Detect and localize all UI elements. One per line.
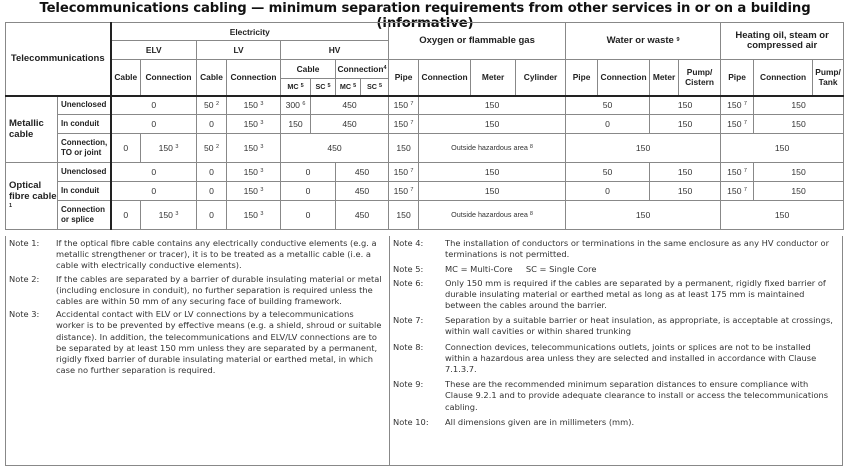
header-ox-connection: Connection <box>419 60 471 96</box>
header-w-pipe: Pipe <box>566 60 598 96</box>
header-w-connection: Connection <box>598 60 650 96</box>
header-ox-meter: Meter <box>471 60 516 96</box>
cell-h-rest: 150 <box>754 182 844 201</box>
header-elv-connection: Connection <box>141 60 197 96</box>
table-row <box>6 182 844 201</box>
header-hv-cable: Cable <box>281 60 336 79</box>
cell-ox-rest: 150 <box>419 96 566 115</box>
cell-h-rest: 150 <box>754 115 844 134</box>
cell-h-pipe: 150 $^7$ <box>721 115 754 134</box>
cell-h-rest: 150 <box>754 96 844 115</box>
header-w-meter: Meter <box>650 60 679 96</box>
separation-table <box>5 22 844 230</box>
cell-hv-cable: 0 <box>281 163 336 182</box>
cell-h-pipe: 150 $^7$ <box>721 96 754 115</box>
cell-w-pipe-conn: 50 <box>566 163 650 182</box>
cell-w-pipe-conn: 50 <box>566 96 650 115</box>
cell-elv-connection: 150 $^3$ <box>141 134 197 163</box>
cell-ox-pipe: 150 <box>389 134 419 163</box>
cell-elv: 0 <box>111 163 197 182</box>
header-hv-cable-sc: SC $^5$ <box>311 79 336 96</box>
cell-heating: 150 <box>721 201 844 230</box>
cell-lv-cable: 0 <box>197 163 227 182</box>
notes-left-column <box>6 236 390 465</box>
header-ox-pipe: Pipe <box>389 60 419 96</box>
cell-ox-pipe: 150 $^7$ <box>389 96 419 115</box>
cell-ox-rest: Outside hazardous area $^8$ <box>419 134 566 163</box>
cell-hv-rest: 450 <box>311 115 389 134</box>
table-row <box>6 115 844 134</box>
cell-water: 150 <box>566 134 721 163</box>
cell-lv-connection: 150 $^3$ <box>227 201 281 230</box>
cell-w-meter-pump: 150 <box>650 96 721 115</box>
row-label: Unenclosed <box>58 96 111 115</box>
header-heating: Heating oil, steam or compressed air <box>721 23 844 60</box>
cell-w-meter-pump: 150 <box>650 163 721 182</box>
group-metallic-cable: Metallic cable <box>6 96 58 163</box>
cell-water: 150 <box>566 201 721 230</box>
cell-h-rest: 150 <box>754 163 844 182</box>
cell-w-meter-pump: 150 <box>650 115 721 134</box>
header-hv-cable-mc: MC $^5$ <box>281 79 311 96</box>
header-w-pump-cistern: Pump/ Cistern <box>679 60 721 96</box>
cell-lv-connection: 150 $^3$ <box>227 115 281 134</box>
cell-hv-mc: 150 <box>281 115 311 134</box>
header-hv-connection: Connection$^4$ <box>336 60 389 79</box>
cell-w-pipe-conn: 0 <box>566 115 650 134</box>
cell-hv-rest: 450 <box>311 96 389 115</box>
cell-elv-cable: 0 <box>111 201 141 230</box>
header-elv: ELV <box>111 41 197 60</box>
header-telecommunications: Telecommunications <box>6 23 111 96</box>
cell-ox-rest: 150 <box>419 115 566 134</box>
cell-elv-cable: 0 <box>111 134 141 163</box>
header-lv-connection: Connection <box>227 60 281 96</box>
note-7: Note 7: Separation by a suitable barrier or heat insulation, as appropriate, is acceptable at crossings, within wall cavities or within shared trunking <box>393 315 833 337</box>
table-row <box>6 96 844 115</box>
cell-hv-mc: 300 $^6$ <box>281 96 311 115</box>
cell-h-pipe: 150 $^7$ <box>721 182 754 201</box>
header-oxygen: Oxygen or flammable gas <box>389 23 566 60</box>
note-5: Note 5: MC = Multi-Core SC = Single Core <box>393 264 597 275</box>
cell-ox-rest: 150 <box>419 163 566 182</box>
cell-ox-pipe: 150 $^7$ <box>389 182 419 201</box>
cell-lv-cable: 50 $^2$ <box>197 134 227 163</box>
header-elv-cable: Cable <box>111 60 141 96</box>
cell-lv-cable: 50 $^2$ <box>197 96 227 115</box>
notes-right-column <box>390 236 842 465</box>
cell-lv-cable: 0 <box>197 201 227 230</box>
row-label: In conduit <box>58 182 111 201</box>
cell-lv-connection: 150 $^3$ <box>227 134 281 163</box>
header-h-connection: Connection <box>754 60 813 96</box>
cell-elv: 0 <box>111 96 197 115</box>
group-optical-fibre-cable: Optical fibre cable $^1$ <box>6 163 58 230</box>
cell-h-pipe: 150 $^7$ <box>721 163 754 182</box>
header-ox-cylinder: Cylinder <box>516 60 566 96</box>
cell-elv: 0 <box>111 115 197 134</box>
note-1: Note 1: If the optical fibre cable contains any electrically conductive elements (e.g. a metallic strengthener or tracer), it is to be treated as a metallic cable (i.e. a cable with electrically conductive elements). <box>9 238 377 271</box>
cell-ox-rest: 150 <box>419 182 566 201</box>
cell-ox-pipe: 150 $^7$ <box>389 115 419 134</box>
cell-w-meter-pump: 150 <box>650 182 721 201</box>
header-h-pump-tank: Pump/ Tank <box>813 60 844 96</box>
cell-hv-cable: 0 <box>281 182 336 201</box>
cell-hv-connection: 450 <box>336 163 389 182</box>
cell-hv: 450 <box>281 134 389 163</box>
notes-box <box>5 236 843 466</box>
cell-lv-cable: 0 <box>197 115 227 134</box>
cell-ox-pipe: 150 <box>389 201 419 230</box>
header-lv: LV <box>197 41 281 60</box>
header-hv-conn-mc: MC $^5$ <box>336 79 361 96</box>
cell-ox-pipe: 150 $^7$ <box>389 163 419 182</box>
header-hv: HV <box>281 41 389 60</box>
table-row <box>6 163 844 182</box>
cell-elv: 0 <box>111 182 197 201</box>
cell-elv-connection: 150 $^3$ <box>141 201 197 230</box>
table-title: Telecommunications cabling — minimum separation requirements from other services in or on a building (informative) <box>39 1 811 31</box>
header-lv-cable: Cable <box>197 60 227 96</box>
row-label: In conduit <box>58 115 111 134</box>
cell-lv-connection: 150 $^3$ <box>227 182 281 201</box>
cell-lv-connection: 150 $^3$ <box>227 163 281 182</box>
cell-hv-connection: 450 <box>336 182 389 201</box>
header-hv-conn-sc: SC $^5$ <box>361 79 389 96</box>
cell-lv-connection: 150 $^3$ <box>227 96 281 115</box>
cell-ox-rest: Outside hazardous area $^8$ <box>419 201 566 230</box>
note-10: Note 10: All dimensions given are in millimeters (mm). <box>393 416 635 427</box>
cell-hv-cable: 0 <box>281 201 336 230</box>
cell-hv-connection: 450 <box>336 201 389 230</box>
note-2: Note 2: If the cables are separated by a barrier of durable insulating material or metal (including enclosure in conduit), no further separation is required unless the cables are within 50 mm of any securing face of building framework. <box>9 273 382 307</box>
cell-lv-cable: 0 <box>197 182 227 201</box>
row-label: Connection, TO or joint <box>58 134 111 163</box>
note-9: Note 9: These are the recommended minimum separation distances to ensure compliance with Clause 9.2.1 and to provide adequate clearance to install or access the telecommunications cabling. <box>393 379 829 412</box>
header-water: Water or waste $^9$ <box>566 23 721 60</box>
header-h-pipe: Pipe <box>721 60 754 96</box>
row-label: Unenclosed <box>58 163 111 182</box>
note-8: Note 8: Connection devices, telecommunications outlets, joints or splices are not to be installed within a hazardous area unless they are selected and installed in accordance with Clause 7.1.3.7. <box>393 341 817 375</box>
table-row <box>6 201 844 230</box>
row-label: Connection or splice <box>58 201 111 230</box>
header-electricity: Electricity <box>111 23 389 41</box>
note-4: Note 4: The installation of conductors or terminations in the same enclosure as any HV conductor or terminations is not permitted. <box>393 238 830 260</box>
note-3: Note 3: Accidental contact with ELV or LV connections by a telecommunications worker is to be prevented by effective means (e.g. a shield, shroud or suitable distance). In addition, the telecommunications and ELV/LV connections are to be separated by at least 150 mm unless they are separated by a permanent, rigidly fixed barrier of durable insulating material or earthed metal, in which case no further separation is required. <box>9 309 382 376</box>
cell-w-pipe-conn: 0 <box>566 182 650 201</box>
table-row <box>6 134 844 163</box>
cell-heating: 150 <box>721 134 844 163</box>
note-6: Note 6: Only 150 mm is required if the cables are separated by a permanent, rigidly fixed barrier of durable insulating material or earthed metal as long as at least 175 mm is maintained between the cables around the barrier. <box>393 277 826 311</box>
